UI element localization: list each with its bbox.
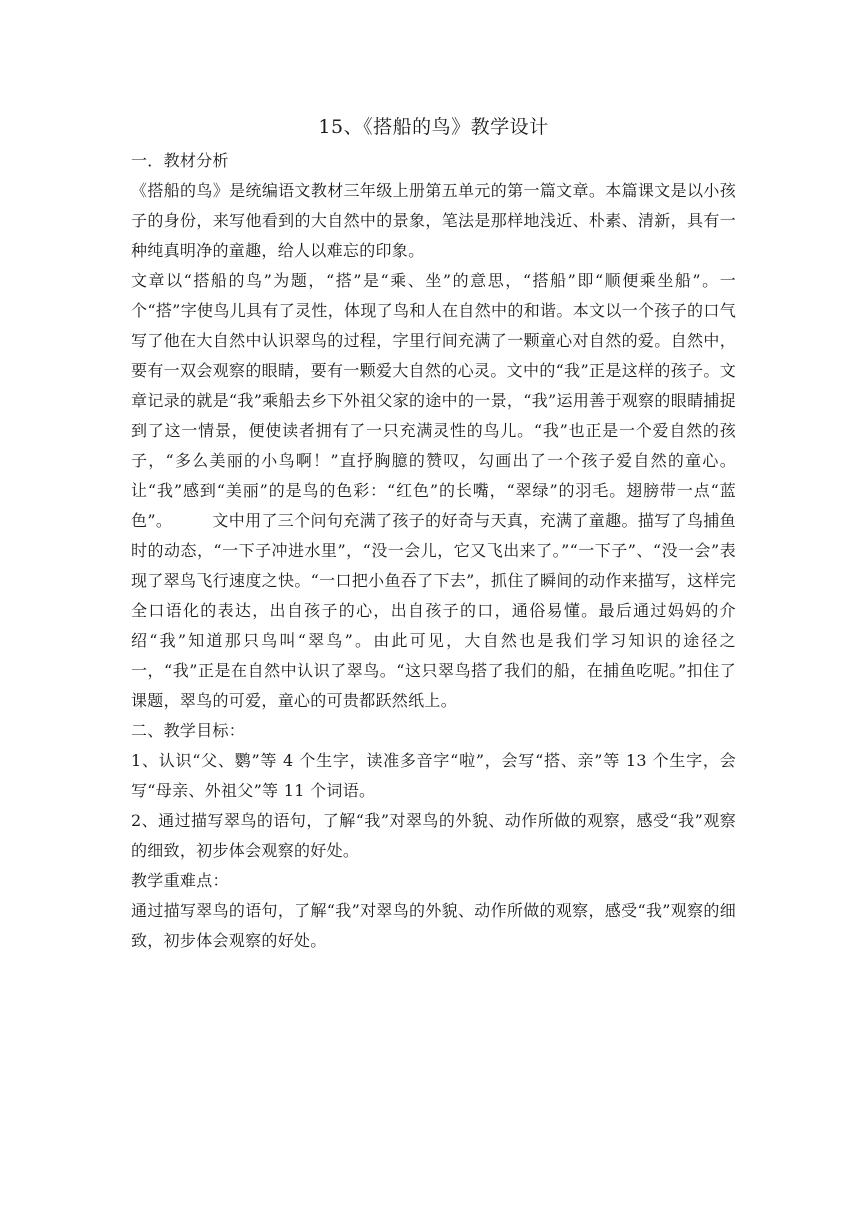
- paragraph-analysis-part1: 文章以“搭船的鸟”为题，“搭”是“乘、坐”的意思，“搭船”即“顺便乘坐船”。一个“搭”字使鸟儿具有了灵性，体现了鸟和人在自然中的和谐。本文以一个孩子的口气写了他在大自然中认识翠鸟的过程，字里行间充满了一颗童心对自然的爱。自然中，要有一双会观察的眼睛，要有一颗爱大自然的心灵。文中的“我”正是这样的孩子。文章记录的就是“我”乘船去乡下外祖父家的途中的一景，“我”运用善于观察的眼睛捕捉到了这一情景，便使读者拥有了一只充满灵性的鸟儿。“我”也正是一个爱自然的孩子，“多么美丽的小鸟啊！”直抒胸臆的赞叹，勾画出了一个孩子爱自然的童心。让“我”感到“美丽”的是鸟的色彩：“红色”的长嘴，“翠绿”的羽毛。翅膀带一点“蓝色”。: [131, 271, 736, 530]
- document-title: 15、《搭船的鸟》教学设计: [318, 116, 549, 138]
- section-heading-goals: 二、教学目标：: [131, 721, 246, 740]
- key-points-text: 通过描写翠鸟的语句，了解“我”对翠鸟的外貌、动作所做的观察，感受“我”观察的细致，初步体会观察的好处。: [131, 901, 736, 950]
- section-heading-analysis: 一．教材分析: [131, 151, 229, 170]
- key-points-heading: 教学重难点：: [131, 871, 229, 890]
- paragraph-analysis-part2: 文中用了三个问句充满了孩子的好奇与天真，充满了童趣。描写了鸟捕鱼时的动态，“一下子冲进水里”，“没一会儿，它又飞出来了。”“一下子”、“没一会”表现了翠鸟飞行速度之快。“一口把小鱼吞了下去”，抓住了瞬间的动作来描写，这样完全口语化的表达，出自孩子的心，出自孩子的口，通俗易懂。最后通过妈妈的介绍“我”知道那只鸟叫“翠鸟”。由此可见，大自然也是我们学习知识的途径之一，“我”正是在自然中认识了翠鸟。“这只翠鸟搭了我们的船，在捕鱼吃呢。”扣住了课题，翠鸟的可爱，童心的可贵都跃然纸上。: [131, 511, 736, 710]
- goal-item-2: 2、通过描写翠鸟的语句，了解“我”对翠鸟的外貌、动作所做的观察，感受“我”观察的细致，初步体会观察的好处。: [131, 811, 736, 860]
- goal-item-1: 1、认识“父、鹦”等 4 个生字，读准多音字“啦”，会写“搭、亲”等 13 个生字，会写“母亲、外祖父”等 11 个词语。: [131, 751, 736, 800]
- paragraph-analysis: [131, 266, 736, 716]
- document-page: [131, 112, 736, 956]
- paragraph-intro: 《搭船的鸟》是统编语文教材三年级上册第五单元的第一篇文章。本篇课文是以小孩子的身份，来写他看到的大自然中的景象，笔法是那样地浅近、朴素、清新，具有一种纯真明净的童趣，给人以难忘的印象。: [131, 181, 736, 260]
